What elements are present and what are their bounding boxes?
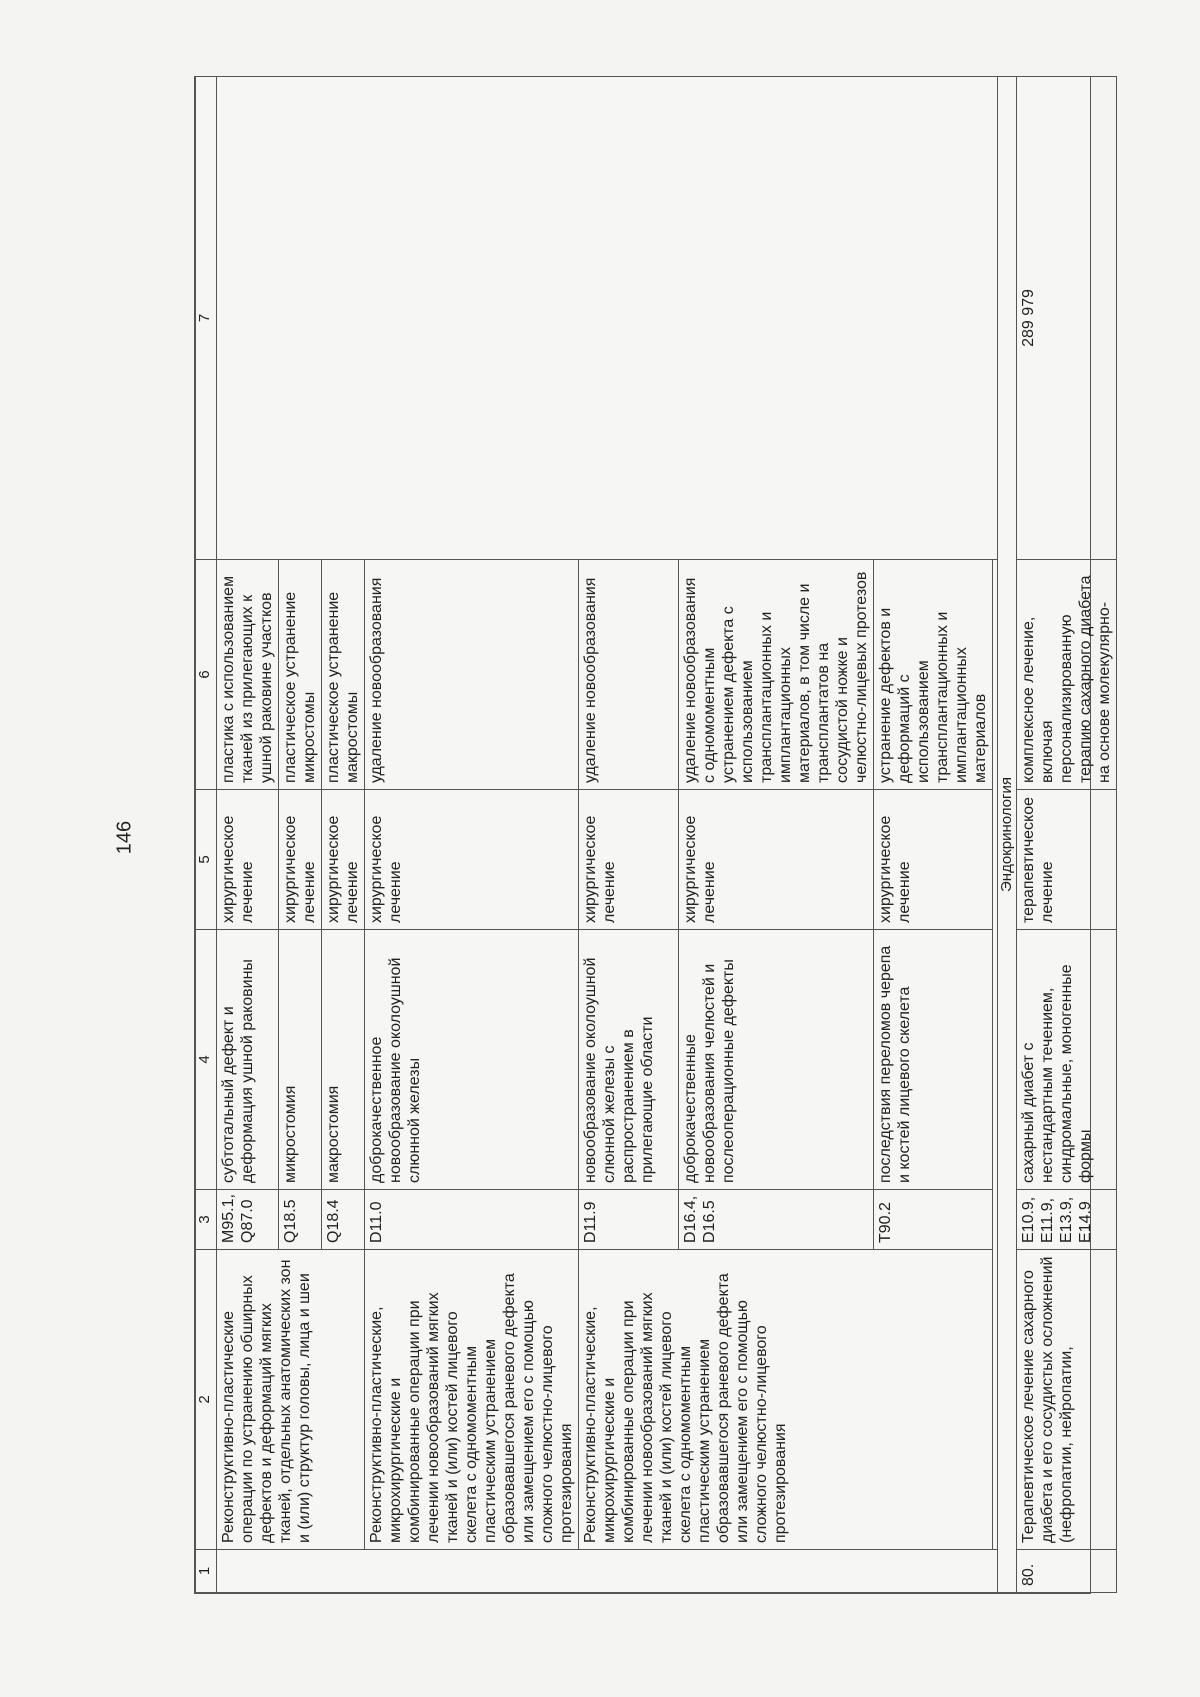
cell-treatment-type: хирургическое лечение — [217, 790, 279, 930]
cell-model: микростомия — [279, 930, 322, 1190]
col-header-5: 5 — [196, 790, 217, 930]
cell-method-group: Терапевтическое лечение сахарного диабета и его сосудистых осложнений (нефропатии, нейропатии, — [1017, 1250, 1117, 1550]
document-table-frame — [194, 76, 1113, 1594]
table-row — [1017, 77, 1117, 1593]
col-header-1: 1 — [196, 1550, 217, 1593]
col-header-7: 7 — [196, 77, 217, 560]
cell-treatment-type: терапевтическое лечение — [1017, 790, 1117, 930]
cell-cost: 289 979 — [1017, 77, 1117, 560]
cell-treatment-type: хирургическое лечение — [679, 790, 874, 930]
cell-num-empty — [217, 1550, 998, 1593]
cell-method: комплексное лечение, включая персонализированную терапию сахарного диабета на основе молекулярно- — [1017, 560, 1117, 790]
cell-treatment-type: хирургическое лечение — [322, 790, 365, 930]
cell-method-group: Реконструктивно-пластические операции по устранению обширных дефектов и деформаций мягких тканей, отдельных анатомических зон и (или) структур головы, лица и шеи — [217, 1250, 365, 1550]
cell-cost-empty — [217, 77, 998, 560]
section-row — [998, 77, 1017, 1593]
cell-method: удаление новообразования — [365, 560, 579, 790]
cell-model: последствия переломов черепа и костей лицевого скелета — [874, 930, 993, 1190]
cell-code: T90.2 — [874, 1190, 993, 1250]
cell-num: 80. — [1017, 1550, 1117, 1593]
cell-method: пластическое устранение микростомы — [279, 560, 322, 790]
cell-treatment-type: хирургическое лечение — [579, 790, 679, 930]
cell-method: пластика с использованием тканей из прилегающих к ушной раковине участков — [217, 560, 279, 790]
cell-treatment-type: хирургическое лечение — [365, 790, 579, 930]
cell-method: удаление новообразования — [579, 560, 679, 790]
rotated-table-content — [195, 77, 1113, 1593]
cell-model: сахарный диабет с нестандартным течением, синдромальные, моногенные формы — [1017, 930, 1117, 1190]
col-header-2: 2 — [196, 1250, 217, 1550]
cell-code: E10.9, E11.9, E13.9, E14.9 — [1017, 1190, 1117, 1250]
col-header-3: 3 — [196, 1190, 217, 1250]
cell-treatment-type: хирургическое лечение — [279, 790, 322, 930]
cell-code: D11.9 — [579, 1190, 679, 1250]
cell-treatment-type: хирургическое лечение — [874, 790, 993, 930]
cell-method: пластическое устранение макростомы — [322, 560, 365, 790]
cell-code: M95.1, Q87.0 — [217, 1190, 279, 1250]
cell-method-group: Реконструктивно-пластические, микрохирургические и комбинированные операции при лечении новообразований мягких тканей и (или) костей лицевого скелета с одномоментным пластическим устранением образовавшегося раневого дефекта или замещением его с помощью сложного челюстно-лицевого протезирования — [579, 1250, 993, 1550]
cell-model: доброкачественное новообразование околоушной слюнной железы — [365, 930, 579, 1190]
cell-method: удаление новообразования с одномоментным устранением дефекта с использованием трансплантационных и имплантационных материалов, в том числе и трансплантатов на сосудистой ножке и челюстно-лицевых протезов — [679, 560, 874, 790]
cell-code: D16.4, D16.5 — [679, 1190, 874, 1250]
cell-model: доброкачественные новообразования челюстей и послеоперационные дефекты — [679, 930, 874, 1190]
col-header-4: 4 — [196, 930, 217, 1190]
table-row — [217, 77, 279, 1593]
cell-model: макростомия — [322, 930, 365, 1190]
cell-code: Q18.4 — [322, 1190, 365, 1250]
header-row — [196, 77, 217, 1593]
col-header-6: 6 — [196, 560, 217, 790]
section-title: Эндокринология — [998, 77, 1017, 1593]
medical-care-table — [195, 76, 1117, 1593]
cell-code: D11.0 — [365, 1190, 579, 1250]
cell-method-group: Реконструктивно-пластические, микрохирургические и комбинированные операции при лечении новообразований мягких тканей и (или) костей лицевого скелета с одномоментным пластическим устранением образовавшегося раневого дефекта или замещением его с помощью сложного челюстно-лицевого протезирования — [365, 1250, 579, 1550]
cell-code: Q18.5 — [279, 1190, 322, 1250]
cell-model: субтотальный дефект и деформация ушной раковины — [217, 930, 279, 1190]
cell-model: новообразование околоушной слюнной железы с распространением в прилегающие области — [579, 930, 679, 1190]
cell-method: устранение дефектов и деформаций с использованием трансплантационных и имплантационных материалов — [874, 560, 993, 790]
page-number: 146 — [113, 820, 136, 855]
